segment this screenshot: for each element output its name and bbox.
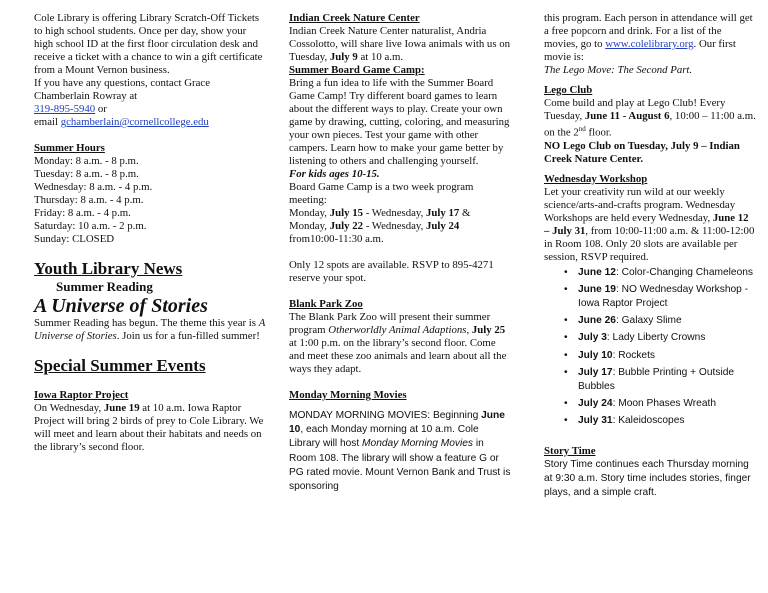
lego-club-paragraph (544, 97, 756, 140)
column-middle (289, 12, 511, 494)
hours-thursday: Thursday: 8 a.m. - 4 p.m. (34, 194, 144, 206)
schedule-d1: July 15 (329, 207, 363, 219)
column-right (544, 12, 756, 500)
list-item (544, 366, 756, 394)
bullet-icon: • (564, 266, 568, 278)
raptor-date: June 19 (103, 402, 140, 414)
workshop-date: July 10 (578, 349, 613, 361)
list-item (544, 331, 756, 345)
theme-text-em: A Universe of Stories (34, 317, 266, 342)
list-item (544, 266, 756, 280)
ages-text: For kids ages 10-15. (289, 168, 380, 180)
summer-hours-list (34, 155, 266, 246)
scratch-off-intro: Cole Library is offering Library Scratch-Off Tickets to high school students. Once per day, show your high school ID at the first floor circulation desk and receive a ticket with a chance to win a gift certificate from a Mount Vernon business. (34, 12, 263, 76)
schedule-s2: - Wednesday, (363, 207, 426, 219)
wednesday-workshop-heading: Wednesday Workshop (544, 172, 648, 185)
list-item (544, 397, 756, 411)
movies-text-c: in Room 108. The library will show a feature G or PG rated movie. Mount Vernon Bank and Trust is sponsoring (289, 438, 511, 493)
contact-paragraph (34, 77, 266, 129)
workshop-date: July 31 (578, 415, 613, 427)
nature-text-a: Indian Creek Nature Center naturalist, Andria Cossolotto, will share live Iowa animals with us on Tuesday, (289, 25, 511, 63)
board-game-heading: Summer Board Game Camp: (289, 64, 425, 76)
colelibrary-link[interactable]: www.colelibrary.org (605, 38, 694, 50)
board-game-ages (289, 168, 511, 181)
movies-cont-text: this program. Each person in attendance will get a free popcorn and drink. For a list of the movies, go to (544, 12, 753, 50)
workshop-title: : Moon Phases Wreath (612, 398, 716, 410)
story-time-heading: Story Time (544, 444, 596, 457)
theme-text-a: Summer Reading has begun. The theme this year is (34, 317, 259, 329)
hours-sunday: Sunday: CLOSED (34, 233, 115, 245)
movies-cont-text-2: . Our first movie is: (544, 38, 736, 63)
zoo-text-a: The Blank Park Zoo will present their summer program (289, 311, 491, 336)
story-time-paragraph: Story Time continues each Thursday morning at 9:30 a.m. Story time includes stories, finger plays, and a simple craft. (544, 458, 751, 499)
bullet-icon: • (564, 315, 568, 327)
raptor-paragraph (34, 402, 266, 454)
nature-text-b: at 10 a.m. (357, 51, 404, 63)
workshop-title: : NO Wednesday Workshop - Iowa Raptor Project (578, 283, 749, 309)
schedule-d4: July 24 (426, 220, 460, 232)
wed-text-a: Let your creativity run wild at our weekly science/arts-and-crafts program. Wednesday Workshops are held every Wednesday, (544, 185, 736, 224)
hours-tuesday: Tuesday: 8 a.m. - 8 p.m. (34, 168, 139, 180)
email-link[interactable]: gchamberlain@cornellcollege.edu (60, 116, 209, 128)
workshop-title: : Rockets (612, 349, 656, 361)
bullet-icon: • (564, 398, 568, 410)
summer-reading-subheading: Summer Reading (56, 279, 153, 294)
movies-text-a: MONDAY MORNING MOVIES: Beginning (289, 410, 482, 421)
wed-dates: June 12 – July 31 (544, 211, 749, 237)
bullet-icon: • (564, 415, 568, 427)
raptor-text-a: On Wednesday, (34, 402, 104, 414)
nature-center-paragraph (289, 25, 511, 64)
first-movie-title: The Lego Move: The Second Part. (544, 64, 693, 76)
movies-heading: Monday Morning Movies (289, 389, 407, 401)
schedule-s4: - Wednesday, (363, 220, 426, 232)
zoo-heading: Blank Park Zoo (289, 298, 363, 310)
lego-text-b: , 10:00 – 11:00 a.m. on the 2 (544, 110, 756, 139)
wed-text-b: , from 10:00-11:00 a.m. & 11:00-12:00 in Room 108. Only 20 slots are available per session, RSVP required. (544, 224, 755, 263)
schedule-s5: from10:00-11:30 a.m. (289, 233, 384, 245)
workshop-date: June 12 (578, 266, 616, 278)
theme-title: A Universe of Stories (34, 295, 208, 317)
hours-monday: Monday: 8 a.m. - 8 p.m. (34, 155, 139, 167)
theme-paragraph (34, 317, 266, 343)
board-game-program: Board Game Camp is a two week program meeting: (289, 181, 474, 206)
schedule-d2: July 17 (426, 207, 460, 219)
board-game-schedule (289, 207, 511, 246)
workshop-title: : Kaleidoscopes (612, 415, 685, 427)
schedule-s3: & Monday, (289, 207, 471, 232)
lego-text-c: floor. (585, 126, 612, 139)
lego-sup: nd (578, 125, 586, 133)
workshop-title: : Color-Changing Chameleons (615, 266, 753, 278)
raptor-heading: Iowa Raptor Project (34, 389, 129, 401)
workshop-title: : Galaxy Slime (615, 315, 682, 327)
workshop-date: June 26 (578, 315, 616, 327)
or-text: or (95, 103, 107, 115)
contact-text: If you have any questions, contact Grace Chamberlain Rowray at (34, 77, 210, 102)
board-game-rsvp: Only 12 spots are available. RSVP to 895-4271 reserve your spot. (289, 259, 494, 284)
lego-club-note (544, 140, 756, 166)
schedule-s1: Monday, (289, 207, 330, 219)
lego-text-a: Come build and play at Lego Club! Every Tuesday, (544, 97, 726, 122)
hours-saturday: Saturday: 10 a.m. - 2 p.m. (34, 220, 147, 232)
youth-news-heading: Youth Library News (34, 259, 183, 278)
bullet-icon: • (564, 332, 568, 344)
raptor-text-b: at 10 a.m. Iowa Raptor Project will bring 2 birds of prey to Cole Library. We will meet and learn about their habitats and needs on the library’s second floor. (34, 402, 264, 453)
zoo-program-name: Otherworldly Animal Adaptions (328, 324, 467, 336)
list-item (544, 414, 756, 428)
zoo-paragraph (289, 311, 511, 376)
wednesday-workshop-paragraph (544, 186, 756, 264)
hours-friday: Friday: 8 a.m. - 4 p.m. (34, 207, 131, 219)
workshop-date: July 3 (578, 332, 607, 344)
column-left (34, 12, 266, 454)
lego-note-text: NO Lego Club on Tuesday, July 9 – Indian Creek Nature Center. (544, 139, 740, 165)
nature-date: July 9 (329, 51, 358, 63)
first-movie (544, 64, 756, 77)
board-game-paragraph: Bring a fun idea to life with the Summer Board Game Camp! Try different board games to learn about the different ways to play. Create your own game by drawing, cutting, coloring, and measuring your own pieces. Test your game with other campers. Learn how to make your game better by listening to others and challenging yourself. (289, 77, 510, 167)
workshop-title: : Bubble Printing + Outside Bubbles (578, 366, 735, 393)
movies-paragraph (289, 409, 511, 494)
list-item (544, 349, 756, 363)
movies-title-em: Monday Morning Movies (362, 438, 474, 450)
zoo-text-c: at 1:00 p.m. on the library’s second floor. Come and meet these zoo animals and learn about all the ways they adapt. (289, 337, 507, 375)
list-item (544, 283, 756, 311)
special-events-heading: Special Summer Events (34, 356, 206, 375)
movies-text-b: , each Monday morning at 10 a.m. Cole Library will host (289, 424, 479, 450)
movies-continued (544, 12, 756, 64)
bullet-icon: • (564, 366, 568, 378)
nature-center-heading: Indian Creek Nature Center (289, 12, 420, 24)
bullet-icon: • (564, 283, 568, 295)
workshop-list (544, 266, 756, 429)
email-prefix: email (34, 116, 61, 128)
list-item (544, 314, 756, 328)
theme-text-b: . Join us for a fun-filled summer! (116, 330, 260, 342)
zoo-text-b: , (466, 324, 472, 336)
workshop-title: : Lady Liberty Crowns (606, 332, 706, 344)
phone-link[interactable]: 319-895-5940 (34, 103, 96, 115)
summer-hours-heading: Summer Hours (34, 142, 105, 154)
workshop-date: June 19 (578, 283, 616, 295)
zoo-date: July 25 (471, 324, 506, 336)
lego-club-heading: Lego Club (544, 84, 593, 96)
bullet-icon: • (564, 349, 568, 361)
workshop-date: July 17 (578, 366, 613, 378)
workshop-date: July 24 (578, 398, 613, 410)
schedule-d3: July 22 (329, 220, 363, 232)
hours-wednesday: Wednesday: 8 a.m. - 4 p.m. (34, 181, 153, 193)
movies-date: June 10 (289, 410, 505, 436)
lego-dates: June 11 - August 6 (584, 110, 670, 122)
